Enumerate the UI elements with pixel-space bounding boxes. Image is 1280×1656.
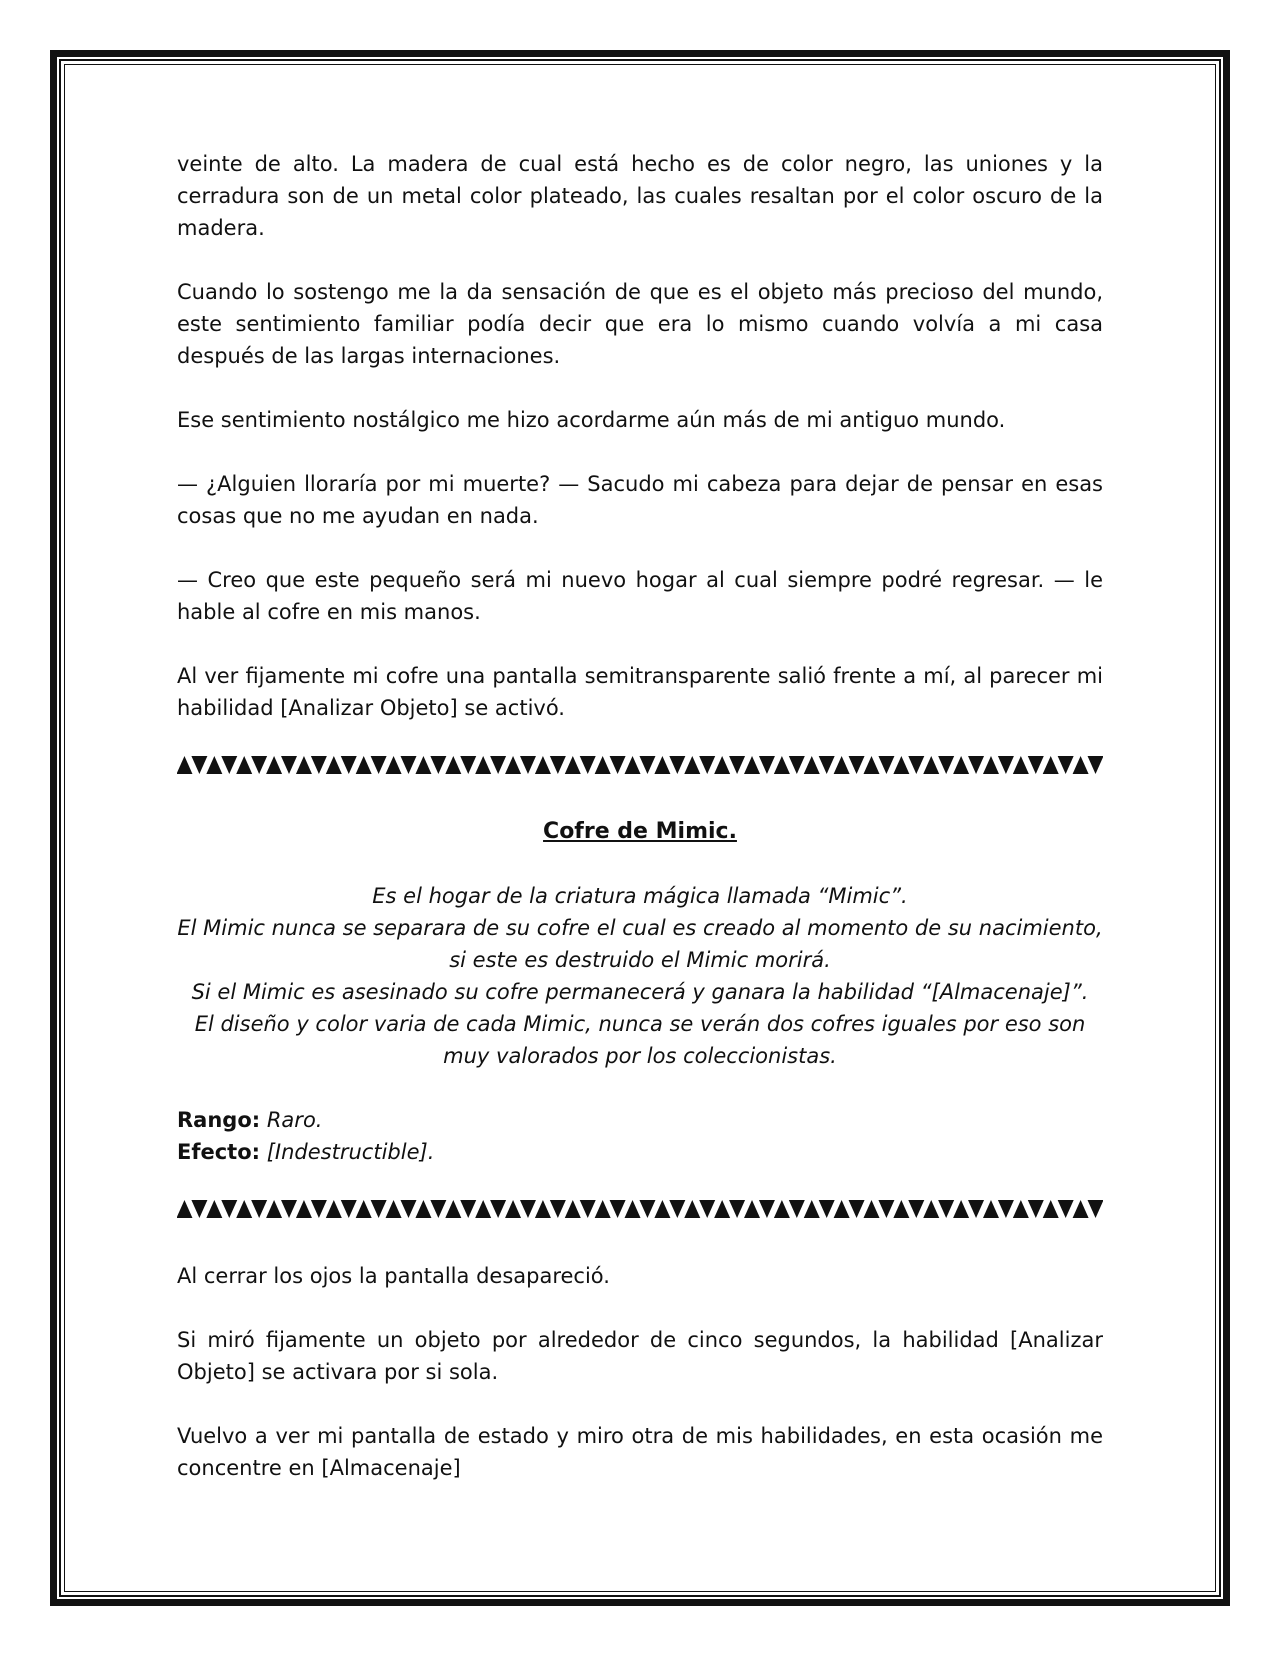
triangle-up-icon [625, 756, 641, 774]
triangle-up-icon [1043, 756, 1059, 774]
triangle-up-icon [236, 756, 252, 774]
triangle-down-icon [1058, 1200, 1074, 1218]
triangle-down-icon [938, 756, 954, 774]
triangle-down-icon [968, 756, 984, 774]
triangle-down-icon [580, 756, 596, 774]
triangle-down-icon [520, 1200, 536, 1218]
triangle-down-icon [191, 756, 207, 774]
paragraph: Al cerrar los ojos la pantalla desapareció. [177, 1264, 610, 1288]
triangle-up-icon [505, 1200, 521, 1218]
description-line: Es el hogar de la criatura mágica llamada “Mimic”. [372, 884, 908, 908]
triangle-up-icon [206, 1200, 222, 1218]
triangle-up-icon [804, 1200, 820, 1218]
triangle-up-icon [923, 756, 939, 774]
triangle-down-icon [1088, 756, 1103, 774]
paragraph: Cuando lo sostengo me la da sensación de que es el objeto más precioso del mundo, este sentimiento familiar podía decir que era lo mismo cuando volvía a mi casa después de las largas internaciones. [177, 280, 1103, 368]
triangle-up-icon [415, 1200, 431, 1218]
description-line: El Mimic nunca se separara de su cofre el cual es creado al momento de su nacimiento, [177, 916, 1103, 940]
triangle-down-icon [221, 1200, 237, 1218]
triangle-down-icon [191, 1200, 207, 1218]
triangle-down-icon [729, 756, 745, 774]
item-card-description [177, 880, 1103, 1072]
triangle-up-icon [505, 756, 521, 774]
triangle-down-icon [878, 756, 894, 774]
triangle-up-icon [1073, 756, 1089, 774]
triangle-down-icon [341, 756, 357, 774]
triangle-up-icon [177, 756, 192, 774]
triangle-down-icon [401, 1200, 417, 1218]
triangle-down-icon [610, 1200, 626, 1218]
triangle-down-icon [460, 1200, 476, 1218]
triangle-up-icon [236, 1200, 252, 1218]
paragraph: Al ver fijamente mi cofre una pantalla semitransparente salió frente a mí, al parecer mi habilidad [Analizar Objeto] se activó. [177, 664, 1103, 720]
triangle-down-icon [221, 756, 237, 774]
triangle-down-icon [998, 1200, 1014, 1218]
paragraph: Si miró fijamente un objeto por alrededor de cinco segundos, la habilidad [Analizar Objeto] se activara por si sola. [177, 1328, 1103, 1384]
paragraph: veinte de alto. La madera de cual está hecho es de color negro, las uniones y la cerradura son de un metal color plateado, las cuales resaltan por el color oscuro de la madera. [177, 152, 1103, 240]
triangle-down-icon [759, 1200, 775, 1218]
triangle-up-icon [356, 756, 372, 774]
triangle-down-icon [639, 756, 655, 774]
triangle-up-icon [356, 1200, 372, 1218]
triangle-down-icon [430, 1200, 446, 1218]
triangle-down-icon [580, 1200, 596, 1218]
triangle-up-icon [565, 756, 581, 774]
triangle-down-icon [490, 756, 506, 774]
triangle-up-icon [415, 756, 431, 774]
triangle-down-icon [311, 1200, 327, 1218]
triangle-up-icon [893, 756, 909, 774]
triangle-down-icon [759, 756, 775, 774]
triangle-up-icon [1073, 1200, 1089, 1218]
triangle-down-icon [938, 1200, 954, 1218]
triangle-up-icon [386, 756, 402, 774]
triangle-up-icon [744, 756, 760, 774]
triangle-down-icon [401, 756, 417, 774]
triangle-down-icon [819, 756, 835, 774]
triangle-up-icon [1043, 1200, 1059, 1218]
triangle-up-icon [774, 1200, 790, 1218]
triangle-down-icon [1028, 1200, 1044, 1218]
paragraph: Ese sentimiento nostálgico me hizo acordarme aún más de mi antiguo mundo. [177, 408, 1006, 432]
triangle-up-icon [206, 756, 222, 774]
triangle-down-icon [819, 1200, 835, 1218]
triangle-up-icon [834, 756, 850, 774]
triangle-down-icon [789, 1200, 805, 1218]
triangle-down-icon [908, 1200, 924, 1218]
triangle-down-icon [849, 756, 865, 774]
item-card-rank [177, 1104, 1103, 1136]
triangle-pattern-icon [177, 754, 1103, 776]
triangle-up-icon [983, 1200, 999, 1218]
triangle-down-icon [1088, 1200, 1103, 1218]
triangle-up-icon [684, 1200, 700, 1218]
description-line: El diseño y color varia de cada Mimic, nunca se verán dos cofres iguales por eso son [194, 1012, 1086, 1036]
triangle-up-icon [565, 1200, 581, 1218]
triangle-down-icon [878, 1200, 894, 1218]
triangle-down-icon [490, 1200, 506, 1218]
triangle-down-icon [998, 756, 1014, 774]
triangle-up-icon [296, 756, 312, 774]
triangle-up-icon [595, 756, 611, 774]
triangle-up-icon [654, 1200, 670, 1218]
triangle-up-icon [744, 1200, 760, 1218]
description-line: Si el Mimic es asesinado su cofre permanecerá y ganara la habilidad “[Almacenaje]”. [191, 980, 1089, 1004]
triangle-down-icon [430, 756, 446, 774]
triangle-down-icon [311, 756, 327, 774]
triangle-up-icon [953, 756, 969, 774]
rank-label: Rango: [177, 1108, 261, 1132]
triangle-up-icon [535, 1200, 551, 1218]
triangle-down-icon [610, 756, 626, 774]
triangle-up-icon [834, 1200, 850, 1218]
effect-label: Efecto: [177, 1140, 261, 1164]
page-content [177, 148, 1103, 1484]
triangle-down-icon [968, 1200, 984, 1218]
triangle-down-icon [281, 1200, 297, 1218]
triangle-up-icon [1013, 1200, 1029, 1218]
triangle-down-icon [251, 1200, 267, 1218]
triangle-up-icon [1013, 756, 1029, 774]
triangle-up-icon [326, 1200, 342, 1218]
triangle-up-icon [266, 756, 282, 774]
triangle-down-icon [1028, 756, 1044, 774]
triangle-up-icon [953, 1200, 969, 1218]
triangle-up-icon [296, 1200, 312, 1218]
triangle-down-icon [669, 1200, 685, 1218]
paragraph: Vuelvo a ver mi pantalla de estado y miro otra de mis habilidades, en esta ocasión me concentre en [Almacenaje] [177, 1424, 1103, 1480]
triangle-up-icon [535, 756, 551, 774]
triangle-down-icon [371, 1200, 387, 1218]
triangle-up-icon [923, 1200, 939, 1218]
triangle-up-icon [654, 756, 670, 774]
triangle-down-icon [371, 756, 387, 774]
triangle-up-icon [864, 756, 880, 774]
triangle-down-icon [699, 1200, 715, 1218]
triangle-divider-bottom [177, 1198, 1103, 1228]
triangle-up-icon [266, 1200, 282, 1218]
triangle-down-icon [520, 756, 536, 774]
triangle-up-icon [864, 1200, 880, 1218]
triangle-down-icon [460, 756, 476, 774]
triangle-down-icon [1058, 756, 1074, 774]
rank-value: Raro. [266, 1108, 323, 1132]
triangle-up-icon [983, 756, 999, 774]
triangle-down-icon [550, 1200, 566, 1218]
effect-value: [Indestructible]. [266, 1140, 435, 1164]
triangle-up-icon [386, 1200, 402, 1218]
triangle-up-icon [326, 756, 342, 774]
triangle-down-icon [341, 1200, 357, 1218]
triangle-up-icon [714, 756, 730, 774]
triangle-up-icon [475, 1200, 491, 1218]
triangle-down-icon [281, 756, 297, 774]
triangle-down-icon [849, 1200, 865, 1218]
triangle-divider-top [177, 754, 1103, 784]
dialogue-paragraph: — ¿Alguien lloraría por mi muerte? — Sacudo mi cabeza para dejar de pensar en esas cosas que no me ayudan en nada. [177, 472, 1103, 528]
triangle-up-icon [625, 1200, 641, 1218]
dialogue-paragraph: — Creo que este pequeño será mi nuevo hogar al cual siempre podré regresar. — le hable al cofre en mis manos. [177, 568, 1103, 624]
triangle-up-icon [595, 1200, 611, 1218]
triangle-up-icon [714, 1200, 730, 1218]
triangle-up-icon [804, 756, 820, 774]
description-line: muy valorados por los coleccionistas. [443, 1044, 837, 1068]
triangle-down-icon [639, 1200, 655, 1218]
triangle-up-icon [445, 756, 461, 774]
triangle-up-icon [684, 756, 700, 774]
triangle-up-icon [475, 756, 491, 774]
triangle-down-icon [789, 756, 805, 774]
triangle-down-icon [699, 756, 715, 774]
triangle-pattern-icon [177, 1198, 1103, 1220]
triangle-down-icon [550, 756, 566, 774]
description-line: si este es destruido el Mimic morirá. [449, 948, 831, 972]
triangle-up-icon [893, 1200, 909, 1218]
triangle-down-icon [729, 1200, 745, 1218]
triangle-down-icon [669, 756, 685, 774]
triangle-up-icon [177, 1200, 192, 1218]
triangle-up-icon [445, 1200, 461, 1218]
item-card-effect [177, 1136, 1103, 1168]
triangle-down-icon [908, 756, 924, 774]
triangle-up-icon [774, 756, 790, 774]
triangle-down-icon [251, 756, 267, 774]
item-card-title: Cofre de Mimic. [543, 819, 737, 844]
